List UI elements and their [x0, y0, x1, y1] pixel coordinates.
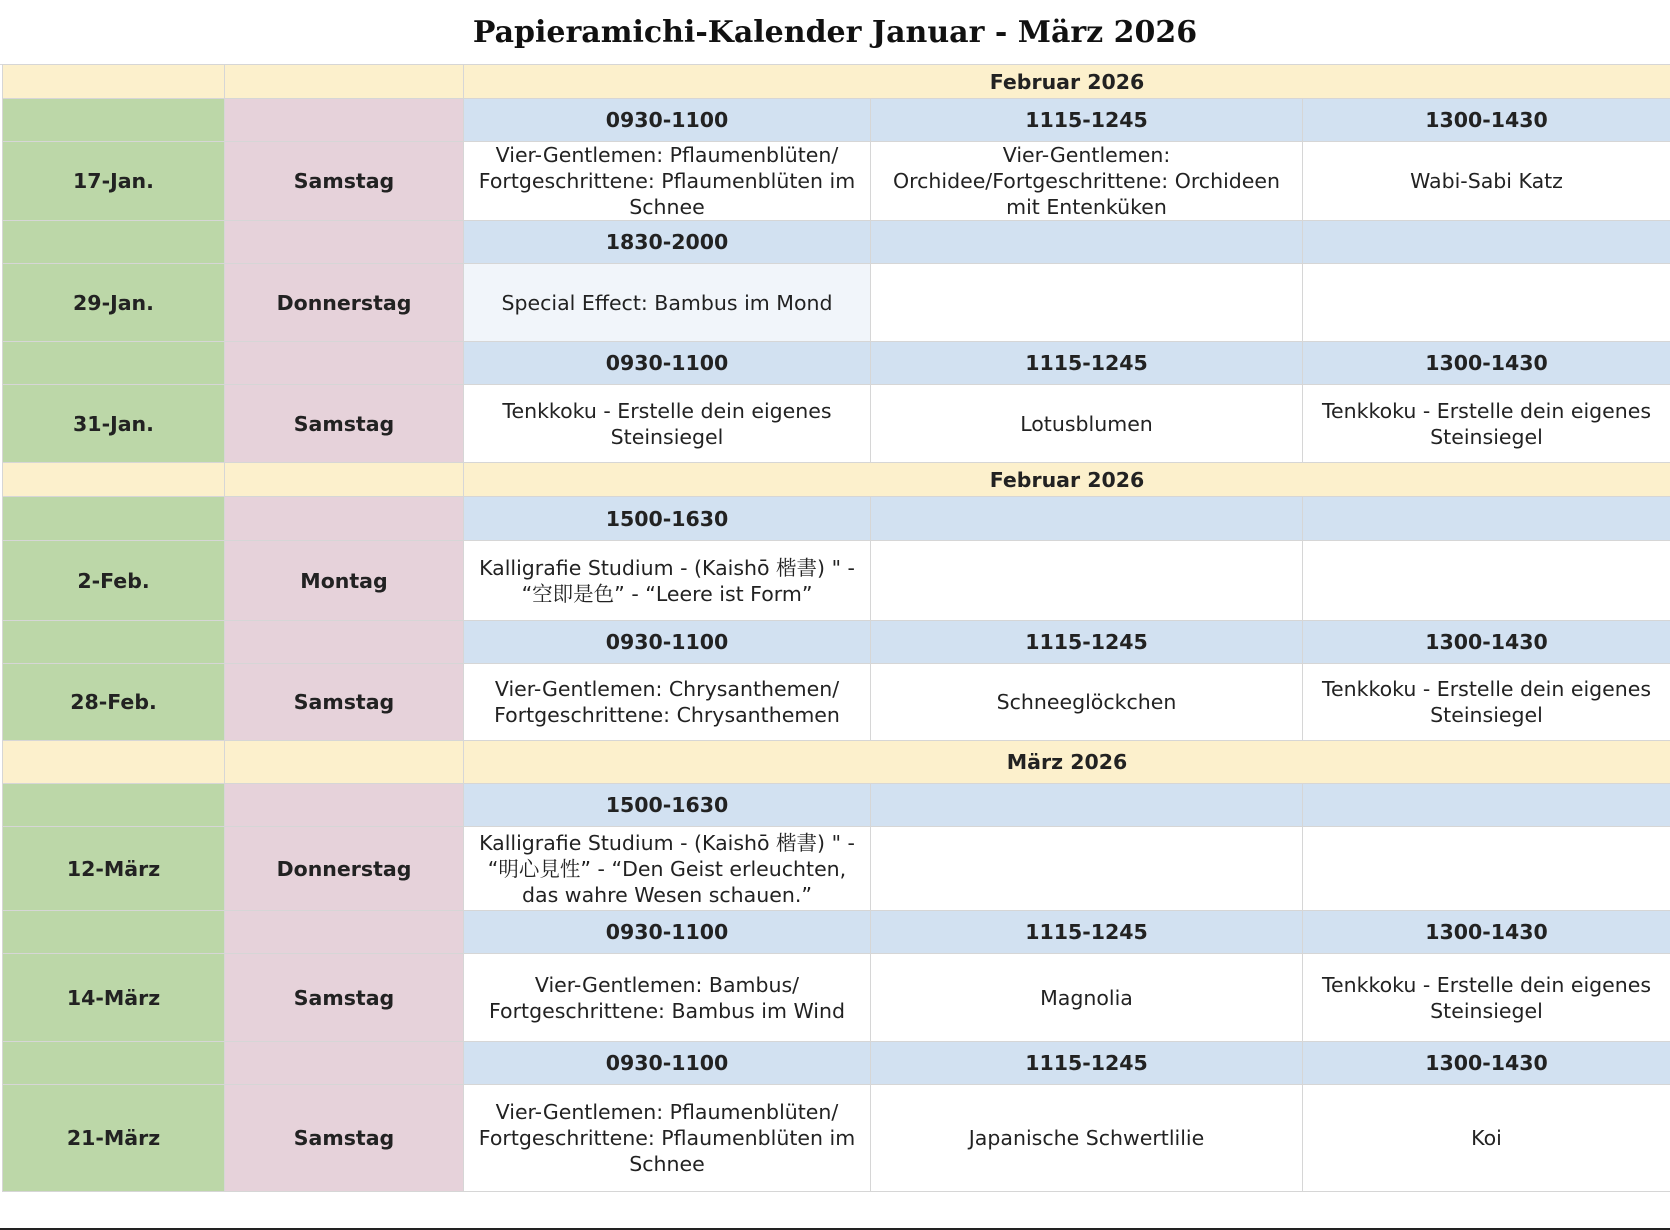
time-slot: 1115-1245 — [871, 342, 1303, 385]
month-header-row — [3, 741, 1670, 784]
course-cell: Vier-Gentlemen: Pflaumenblüten/ Fortgeschrittene: Pflaumenblüten im Schnee — [464, 142, 871, 221]
time-slot: 0930-1100 — [464, 1042, 871, 1085]
event-row — [3, 385, 1670, 463]
month-header: Februar 2026 — [464, 463, 1670, 497]
event-row — [3, 541, 1670, 621]
time-slot: 0930-1100 — [464, 621, 871, 664]
time-slot: 0930-1100 — [464, 99, 871, 142]
event-weekday: Samstag — [225, 142, 464, 221]
calendar-table — [2, 64, 1670, 1192]
event-date: 21-März — [3, 1085, 225, 1192]
month-header: März 2026 — [464, 741, 1670, 784]
event-date: 31-Jan. — [3, 385, 225, 463]
event-row — [3, 264, 1670, 342]
event-date: 17-Jan. — [3, 142, 225, 221]
event-weekday: Samstag — [225, 664, 464, 741]
course-cell: Lotusblumen — [871, 385, 1303, 463]
time-slot: 1115-1245 — [871, 99, 1303, 142]
event-row — [3, 827, 1670, 911]
time-slot-row — [3, 911, 1670, 954]
course-cell: Tenkkoku - Erstelle dein eigenes Steinsiegel — [1303, 664, 1670, 741]
time-slot-row — [3, 221, 1670, 264]
event-row — [3, 954, 1670, 1042]
month-header-row — [3, 463, 1670, 497]
month-header: Februar 2026 — [464, 65, 1670, 99]
time-slot: 0930-1100 — [464, 911, 871, 954]
event-date: 2-Feb. — [3, 541, 225, 621]
event-weekday: Samstag — [225, 1085, 464, 1192]
course-cell: Schneeglöckchen — [871, 664, 1303, 741]
time-slot-row — [3, 342, 1670, 385]
event-date: 12-März — [3, 827, 225, 911]
time-slot: 1300-1430 — [1303, 911, 1670, 954]
event-weekday: Donnerstag — [225, 827, 464, 911]
course-cell: Koi — [1303, 1085, 1670, 1192]
course-cell: Vier-Gentlemen: Pflaumenblüten/ Fortgeschrittene: Pflaumenblüten im Schnee — [464, 1085, 871, 1192]
time-slot: 1300-1430 — [1303, 99, 1670, 142]
time-slot: 1115-1245 — [871, 621, 1303, 664]
time-slot: 1300-1430 — [1303, 1042, 1670, 1085]
event-date: 29-Jan. — [3, 264, 225, 342]
event-weekday: Montag — [225, 541, 464, 621]
event-date: 14-März — [3, 954, 225, 1042]
time-slot-row — [3, 99, 1670, 142]
time-slot-row — [3, 784, 1670, 827]
time-slot: 1300-1430 — [1303, 342, 1670, 385]
time-slot-row — [3, 497, 1670, 541]
month-header-day-cell — [225, 65, 464, 99]
event-weekday: Samstag — [225, 385, 464, 463]
time-slot: 1115-1245 — [871, 1042, 1303, 1085]
course-cell: Tenkkoku - Erstelle dein eigenes Steinsiegel — [1303, 385, 1670, 463]
time-slot: 1300-1430 — [1303, 621, 1670, 664]
event-row — [3, 1085, 1670, 1192]
month-header-date-cell — [3, 65, 225, 99]
time-slot: 1115-1245 — [871, 911, 1303, 954]
course-cell: Vier-Gentlemen: Chrysanthemen/ Fortgeschrittene: Chrysanthemen — [464, 664, 871, 741]
event-weekday: Samstag — [225, 954, 464, 1042]
page-title: Papieramichi-Kalender Januar - März 2026 — [0, 0, 1670, 65]
course-cell: Vier-Gentlemen: Bambus/ Fortgeschrittene: Bambus im Wind — [464, 954, 871, 1042]
course-cell: Kalligrafie Studium - (Kaishō 楷書) " - “空即是色” - “Leere ist Form” — [464, 541, 871, 621]
event-weekday: Donnerstag — [225, 264, 464, 342]
course-cell: Japanische Schwertlilie — [871, 1085, 1303, 1192]
month-header-row — [3, 65, 1670, 99]
event-row — [3, 664, 1670, 741]
time-slot-row — [3, 1042, 1670, 1085]
course-cell: Tenkkoku - Erstelle dein eigenes Steinsiegel — [464, 385, 871, 463]
course-cell: Wabi-Sabi Katz — [1303, 142, 1670, 221]
time-slot: 1500-1630 — [464, 497, 871, 541]
course-cell: Magnolia — [871, 954, 1303, 1042]
course-cell: Vier-Gentlemen: Orchidee/Fortgeschrittene: Orchideen mit Entenküken — [871, 142, 1303, 221]
course-cell: Special Effect: Bambus im Mond — [464, 264, 871, 342]
time-slot: 1830-2000 — [464, 221, 871, 264]
time-slot: 0930-1100 — [464, 342, 871, 385]
event-row — [3, 142, 1670, 221]
course-cell: Tenkkoku - Erstelle dein eigenes Steinsiegel — [1303, 954, 1670, 1042]
time-slot-row — [3, 621, 1670, 664]
course-cell: Kalligrafie Studium - (Kaishō 楷書) " - “明心見性” - “Den Geist erleuchten, das wahre Wesen schauen.” — [464, 827, 871, 911]
time-slot: 1500-1630 — [464, 784, 871, 827]
event-date: 28-Feb. — [3, 664, 225, 741]
